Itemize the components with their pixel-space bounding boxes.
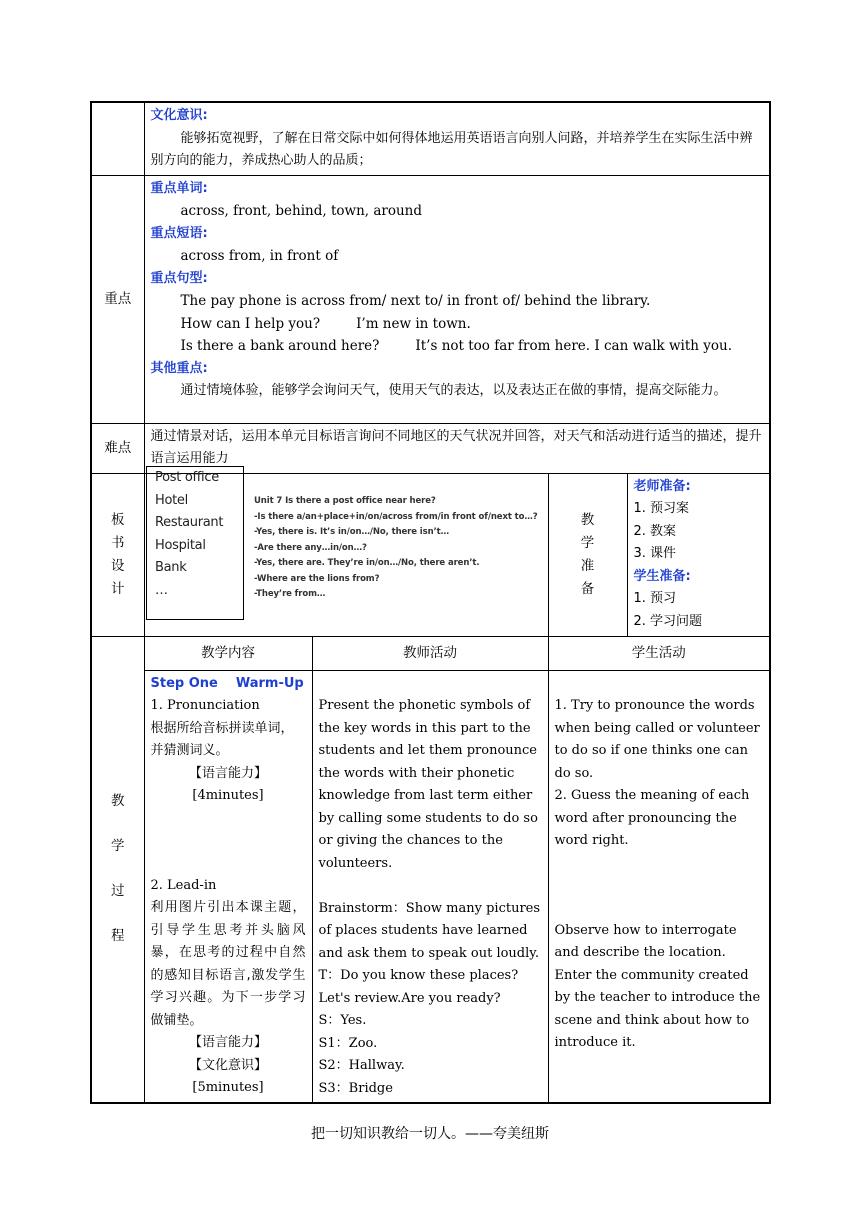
difficulty-text: 通过情景对话，运用本单元目标语言询问不同地区的天气状况并回答，对天气和活动进行适当的描述，提升语言运用能力 bbox=[144, 423, 770, 473]
board-label-char: 设 bbox=[111, 557, 125, 574]
prep-label bbox=[548, 473, 627, 636]
content-spacer bbox=[151, 808, 306, 875]
board-line: -Yes, there is. It’s in/on…/No, there isn’t… bbox=[254, 527, 450, 537]
student-spacer bbox=[555, 673, 764, 696]
difficulty-label: 难点 bbox=[91, 423, 144, 473]
board-label-char: 板 bbox=[111, 511, 125, 528]
board-label-char: 书 bbox=[111, 534, 125, 551]
teacher-dialog-t: T：Do you know these places? Let's review.Are you ready? bbox=[318, 968, 519, 1006]
teacher-prep-heading: 老师准备: bbox=[633, 478, 691, 494]
teacher-dialog-s3: S3：Bridge bbox=[318, 1080, 393, 1096]
sentence-3 bbox=[151, 335, 764, 358]
header-teacher: 教师活动 bbox=[312, 636, 548, 670]
board-word: … bbox=[155, 582, 168, 598]
process-label-char: 过 bbox=[111, 883, 125, 900]
prep-label-char: 教 bbox=[580, 511, 595, 528]
content-cell bbox=[144, 670, 312, 1103]
teacher-prep-item: 2. 教案 bbox=[633, 523, 677, 539]
content2-text: 利用图片引出本课主题，引导学生思考并头脑风暴，在思考的过程中自然的感知目标语言,激发学生学习兴趣。为下一步学习做铺垫。 bbox=[150, 900, 306, 1028]
process-label-char: 程 bbox=[111, 928, 125, 945]
culture-heading: 文化意识: bbox=[150, 108, 208, 123]
process-header-row bbox=[91, 636, 770, 670]
content2-time: [5minutes] bbox=[192, 1080, 264, 1095]
prep-label-char: 备 bbox=[580, 580, 595, 597]
board-word: Hospital bbox=[155, 537, 206, 553]
content1-text: 根据所给音标拼读单词，并猜测词义。 bbox=[150, 720, 294, 758]
board-label-char: 计 bbox=[111, 580, 125, 597]
board-line: Unit 7 Is there a post office near here? bbox=[254, 496, 436, 506]
student-activity-cell bbox=[548, 670, 770, 1103]
teacher-dialog-s: S：Yes. bbox=[318, 1013, 367, 1028]
process-content-row bbox=[91, 670, 770, 1103]
culture-cell bbox=[144, 102, 770, 175]
board-line: -Is there a/an+place+in/on/across from/in front of/next to…? bbox=[254, 511, 538, 522]
board-label bbox=[91, 473, 144, 636]
words-heading: 重点单词: bbox=[150, 180, 208, 196]
board-word: Restaurant bbox=[155, 515, 224, 530]
key-points-label: 重点 bbox=[91, 175, 144, 423]
sentence-2a: How can I help you? bbox=[180, 315, 321, 332]
sentence-3b: It’s not too far from here. I can walk with you. bbox=[415, 338, 733, 354]
key-words: across, front, behind, town, around bbox=[180, 203, 423, 219]
board-sentences bbox=[254, 494, 538, 603]
key-points-row bbox=[91, 175, 770, 423]
content1-time: [4minutes] bbox=[192, 788, 264, 803]
sentence-3a: Is there a bank around here? bbox=[180, 338, 380, 354]
student-prep-item: 2. 学习问题 bbox=[633, 613, 703, 629]
student-activity-1a: 1. Try to pronounce the words when being called or volunteer to do so if one thinks one can do so. bbox=[554, 698, 760, 781]
prep-label-char: 准 bbox=[580, 557, 595, 574]
other-heading: 其他重点: bbox=[150, 360, 208, 376]
key-points-cell bbox=[144, 175, 770, 423]
header-content: 教学内容 bbox=[144, 636, 312, 670]
teacher-dialog-s1: S1：Zoo. bbox=[318, 1035, 378, 1051]
board-line: -Where are the lions from? bbox=[254, 573, 380, 584]
header-student: 学生活动 bbox=[548, 636, 770, 670]
board-word: Bank bbox=[155, 560, 187, 575]
teacher-spacer bbox=[319, 673, 542, 696]
teacher-spacer bbox=[319, 875, 542, 898]
student-prep-heading: 学生准备: bbox=[633, 568, 691, 584]
content2-ability: 【文化意识】 bbox=[188, 1057, 267, 1073]
process-label-char: 学 bbox=[111, 838, 125, 855]
phrases-heading: 重点短语: bbox=[150, 225, 208, 241]
board-word: Post office bbox=[155, 470, 219, 485]
key-phrases: across from, in front of bbox=[180, 248, 339, 264]
student-prep-item: 1. 预习 bbox=[633, 591, 677, 606]
teacher-activity-2: Brainstorm：Show many pictures of places students have learned and ask them to speak out loudly. bbox=[318, 900, 541, 961]
teacher-prep-item: 1. 预习案 bbox=[633, 501, 690, 516]
step-heading bbox=[151, 673, 306, 696]
sentence-1: The pay phone is across from/ next to/ in front of/ behind the library. bbox=[180, 293, 651, 309]
board-line: -Yes, there are. They’re in/on…/No, there aren’t. bbox=[254, 558, 480, 568]
teacher-activity-1: Present the phonetic symbols of the key words in this part to the students and let them pronounce the words with their phonetic knowledge from last term either by calling some students to do so or giving the chances to the volunteers. bbox=[318, 698, 538, 871]
teacher-dialog-s2: S2：Hallway. bbox=[318, 1058, 405, 1073]
content2-ability: 【语言能力】 bbox=[188, 1035, 267, 1050]
board-line: -Are there any…in/on…? bbox=[254, 542, 367, 553]
culture-text: 能够拓宽视野，了解在日常交际中如何得体地运用英语语言向别人问路，并培养学生在实际生活中辨别方向的能力，养成热心助人的品质； bbox=[150, 130, 753, 168]
sentences-heading: 重点句型: bbox=[150, 270, 208, 286]
sentence-2 bbox=[151, 313, 764, 336]
process-label bbox=[91, 636, 144, 1103]
board-word-box bbox=[146, 466, 244, 620]
teacher-prep-item: 3. 课件 bbox=[633, 546, 677, 561]
content2-title: 2. Lead-in bbox=[150, 877, 217, 893]
student-activity-1b: 2. Guess the meaning of each word after pronouncing the word right. bbox=[554, 788, 750, 848]
student-activity-2: Observe how to interrogate and describe the location. Enter the community created by the teacher to introduce the scene and think about how to introduce it. bbox=[554, 922, 761, 1050]
board-word: Hotel bbox=[155, 492, 188, 508]
teacher-activity-cell bbox=[312, 670, 548, 1103]
step-name: Warm-Up bbox=[235, 675, 304, 691]
prep-cell bbox=[627, 473, 770, 636]
content1-title: 1. Pronunciation bbox=[150, 698, 260, 713]
prep-label-char: 学 bbox=[580, 534, 595, 551]
process-label-char: 教 bbox=[111, 793, 125, 810]
content1-ability: 【语言能力】 bbox=[188, 765, 267, 781]
student-spacer bbox=[555, 853, 764, 920]
other-text: 通过情境体验，能够学会询问天气，使用天气的表达，以及表达正在做的事情，提高交际能力。 bbox=[180, 383, 727, 398]
footer-quote: 把一切知识教给一切人。——夸美纽斯 bbox=[311, 1126, 549, 1142]
board-line: -They’re from… bbox=[254, 589, 326, 599]
step-title: Step One bbox=[150, 675, 218, 691]
culture-label-cell bbox=[91, 102, 144, 175]
culture-row bbox=[91, 102, 770, 175]
sentence-2b: I’m new in town. bbox=[356, 315, 471, 332]
